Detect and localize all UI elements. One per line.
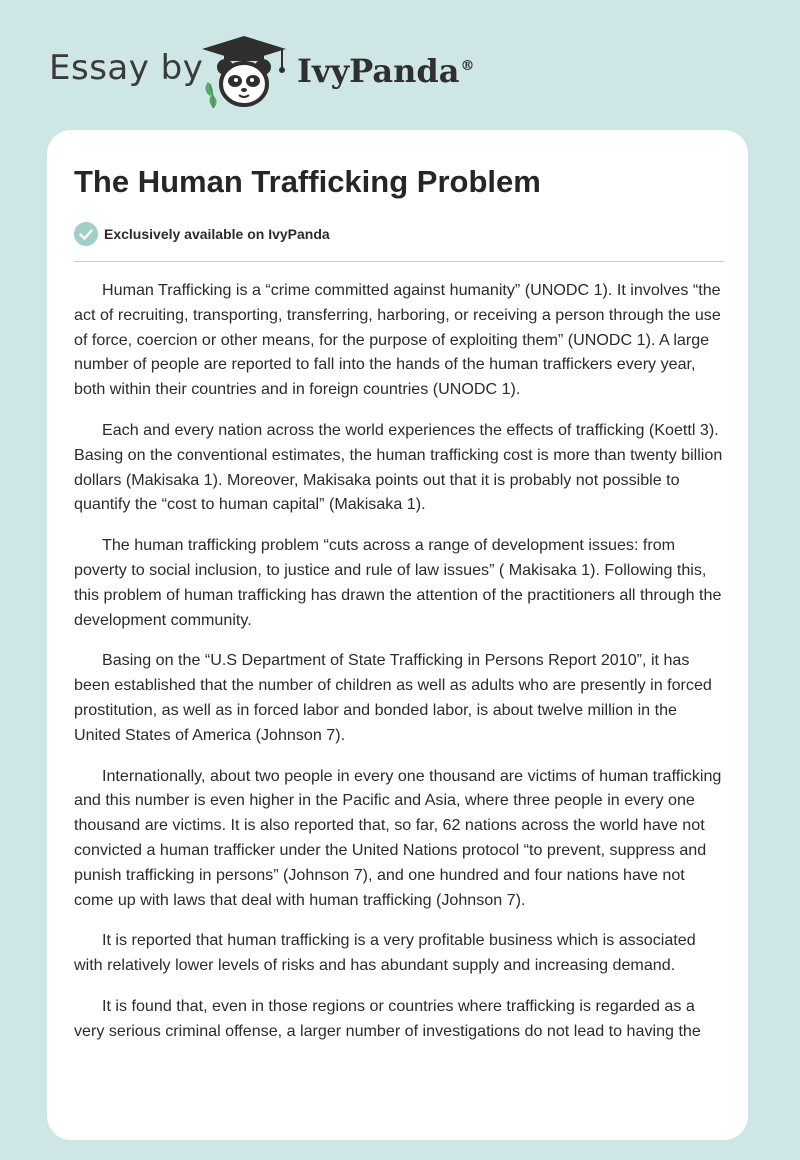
- paragraph: It is found that, even in those regions or countries where trafficking is regarded as a very serious criminal offense, a larger number of investigations do not lead to having the: [74, 996, 701, 1040]
- check-circle-icon: [74, 222, 98, 246]
- exclusive-badge: [74, 222, 330, 246]
- paragraph: Internationally, about two people in every one thousand are victims of human trafficking and this number is even higher in the Pacific and Asia, where three people in every one thousand are victims. It is also reported that, so far, 62 nations across the world have not convicted a human trafficker under the United Nations protocol “to prevent, suppress and punish trafficking in persons” (Johnson 7), and one hundred and four nations have not come up with laws that deal with human trafficking (Johnson 7).: [74, 766, 722, 909]
- paragraph: Human Trafficking is a “crime committed against humanity” (UNODC 1). It involves “the act of recruiting, transporting, transferring, harboring, or receiving a person through the use of force, coercion or other means, for the purpose of exploiting them” (UNODC 1). A large number of people are reported to fall into the hands of the human traffickers every year, both within their countries and in foreign countries (UNODC 1).: [74, 281, 721, 399]
- panda-graduate-icon[interactable]: [198, 34, 290, 110]
- brand-prefix: Essay by: [49, 48, 204, 88]
- essay-card: [47, 130, 748, 1140]
- exclusive-text: Exclusively available on IvyPanda: [104, 226, 330, 242]
- paragraph: It is reported that human trafficking is a very profitable business which is associated with relatively lower levels of risks and has abundant supply and increasing demand.: [74, 931, 696, 975]
- site-header: [0, 0, 800, 125]
- paragraph: Each and every nation across the world experiences the effects of trafficking (Koettl 3). Basing on the conventional estimates, the human trafficking cost is more than twenty billion dollars (Makisaka 1). Moreover, Makisaka points out that it is probably not possible to quantify the “cost to human capital” (Makisaka 1).: [74, 420, 723, 514]
- divider: [74, 261, 724, 262]
- essay-body: [74, 278, 726, 1060]
- paragraph: The human trafficking problem “cuts across a range of development issues: from poverty to social inclusion, to justice and rule of law issues” ( Makisaka 1). Following this, this problem of human trafficking has drawn the attention of the practitioners all through the development community.: [74, 536, 722, 629]
- brand-name[interactable]: IvyPanda®: [297, 52, 475, 90]
- paragraph: Basing on the “U.S Department of State Trafficking in Persons Report 2010”, it has been established that the number of children as well as adults who are presently in forced prostitution, as well as in forced labor and bonded labor, is about twelve million in the United States of America (Johnson 7).: [74, 651, 712, 744]
- page-title: The Human Trafficking Problem: [74, 164, 541, 199]
